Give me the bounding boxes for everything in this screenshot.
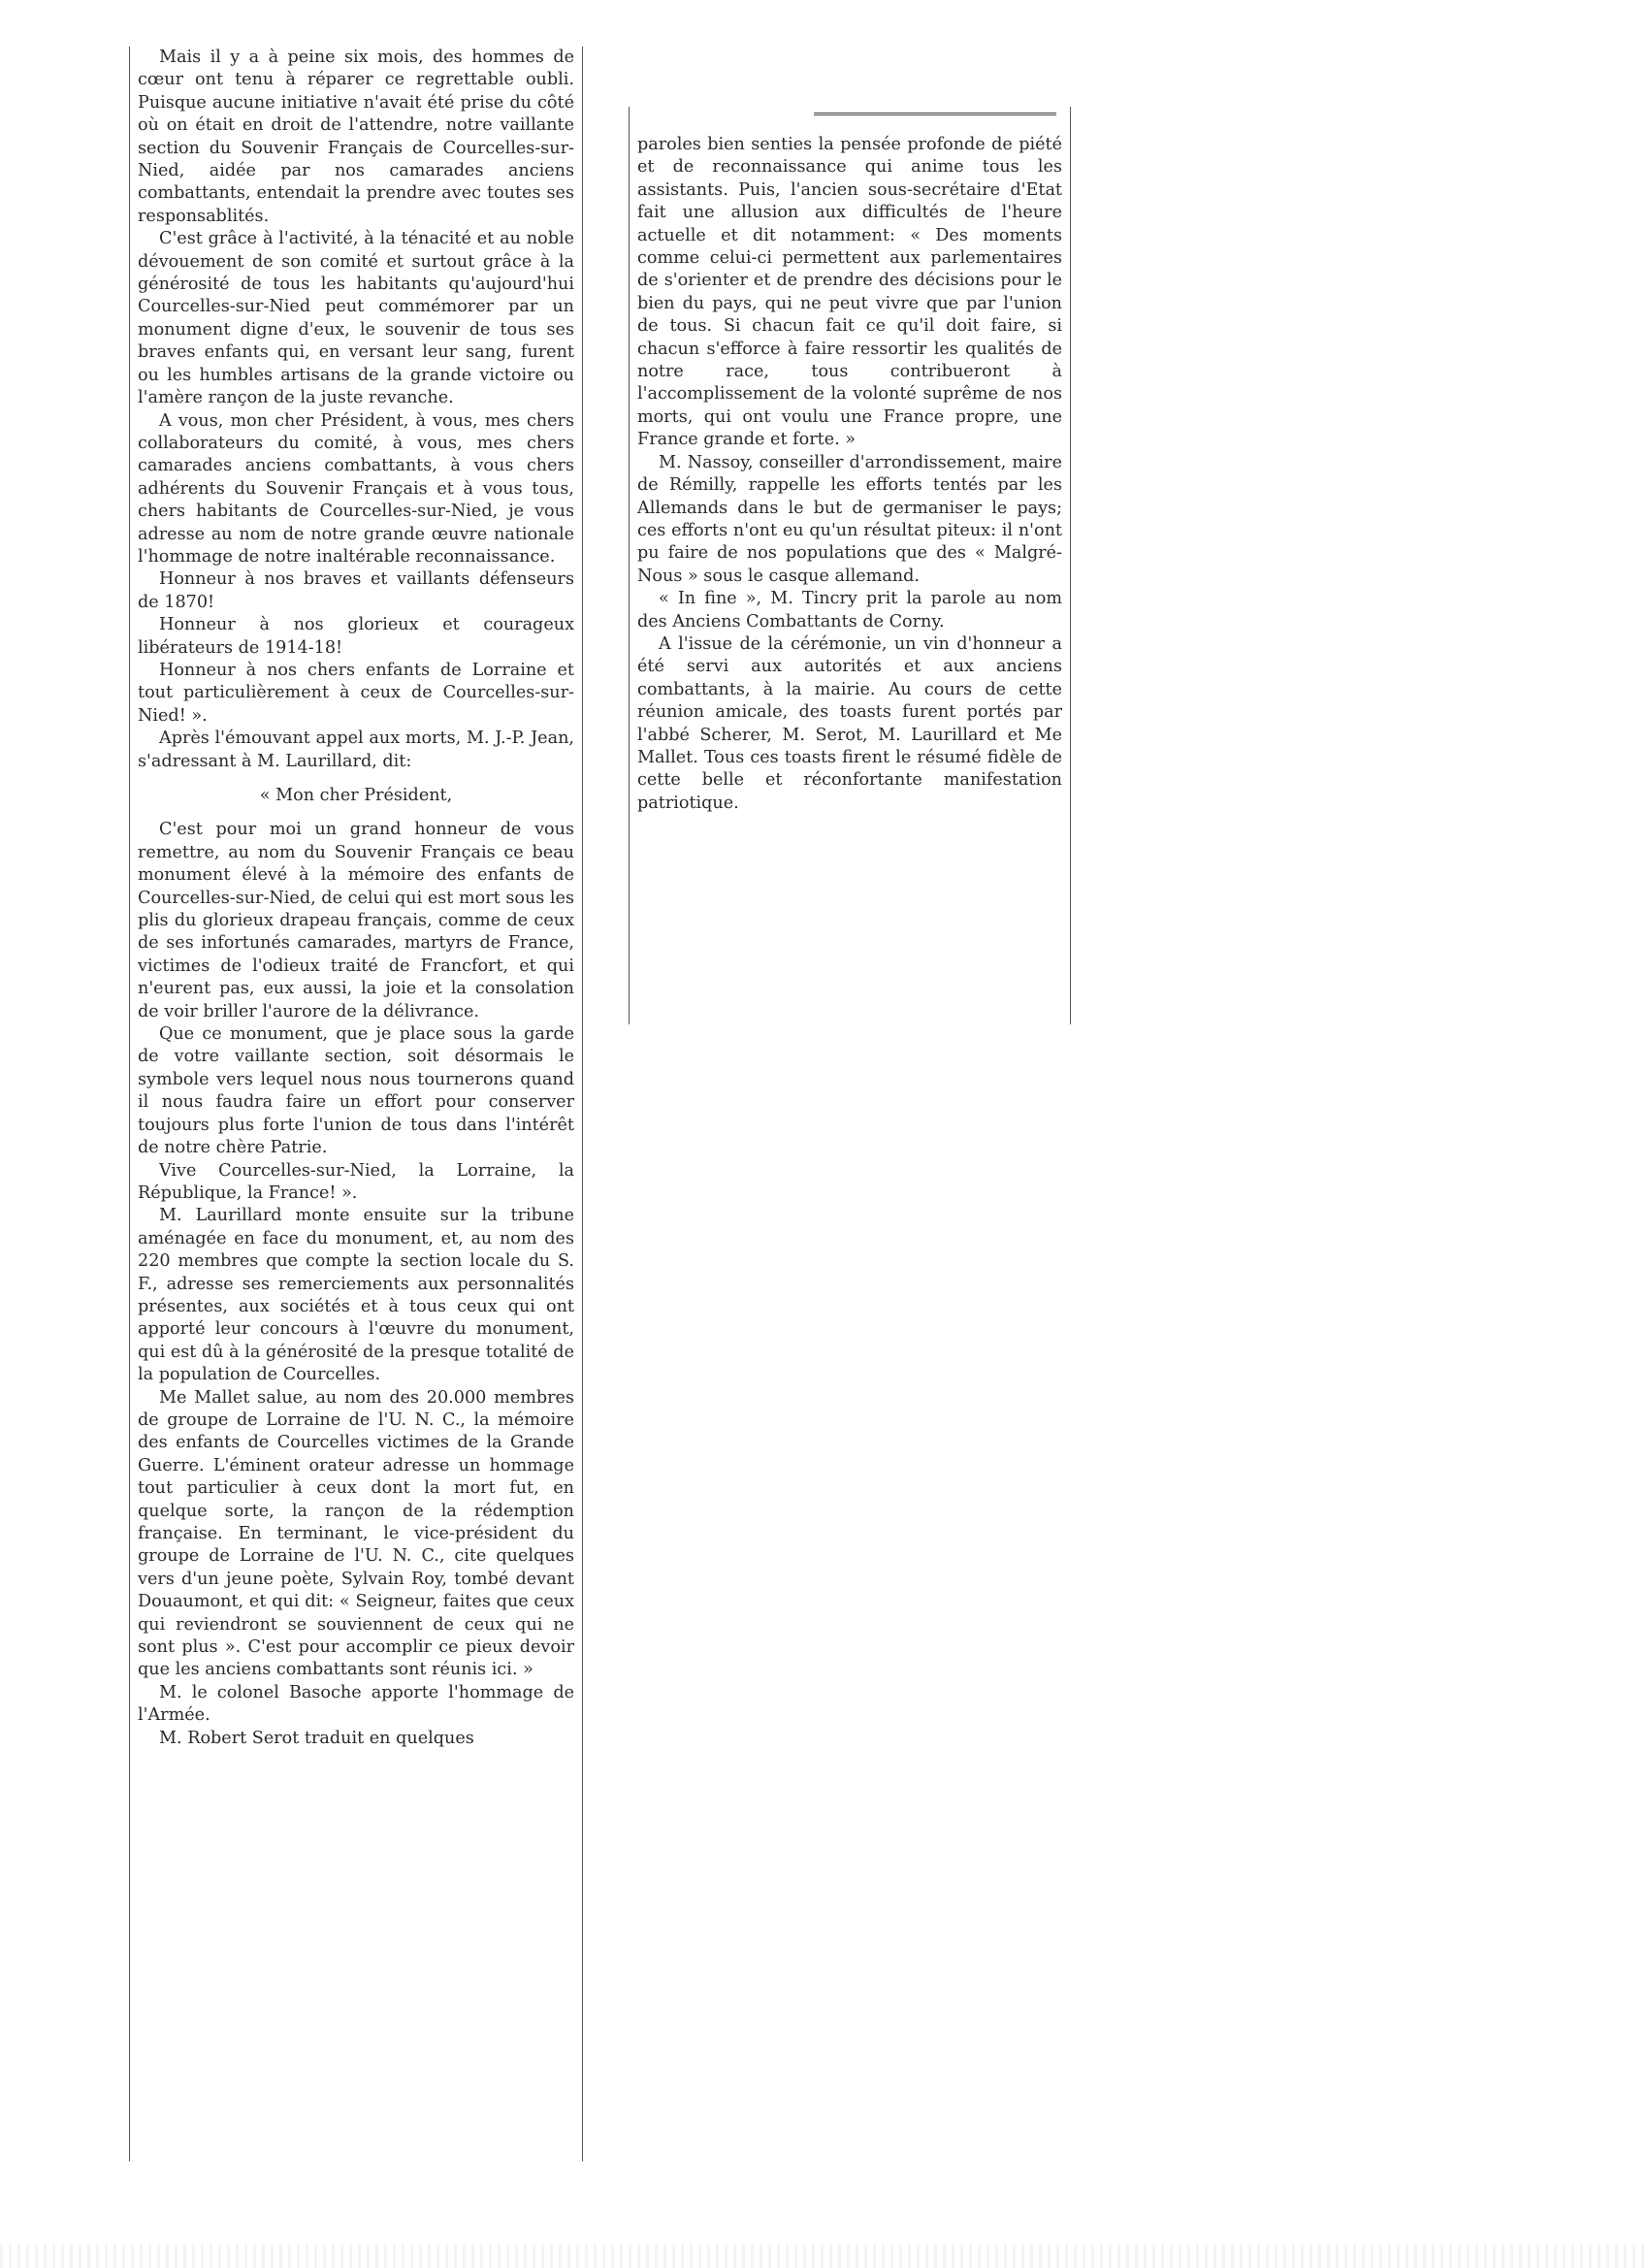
paragraph: M. Robert Serot traduit en quelques bbox=[159, 1728, 474, 1748]
paragraph: Honneur à nos braves et vaillants défenseurs de 1870! bbox=[138, 569, 574, 612]
scan-edge-noise bbox=[0, 2245, 1649, 2268]
paragraph: Mais il y a à peine six mois, des hommes de cœur ont tenu à réparer ce regrettable oubli. Puisque aucune initiative n'avait été prise du côté où on était en droit de l'attendre, notre vaillante section du Souvenir Français de Courcelles-sur-Nied, aidée par nos camarades anciens combattants, entendait la prendre avec toutes ses responsablités. bbox=[138, 48, 574, 226]
paragraph: A l'issue de la cérémonie, un vin d'honneur a été servi aux autorités et aux anciens combattants, à la mairie. Au cours de cette réunion amicale, des toasts furent portés par l'abbé Scherer, M. Serot, M. Laurillard et Me Mallet. Tous ces toasts firent le résumé fidèle de cette belle et réconfortante manifestation patriotique. bbox=[637, 633, 1062, 813]
paragraph: C'est grâce à l'activité, à la ténacité et au noble dévouement de son comité et surtout grâce à la générosité de tous les habitants qu'aujourd'hui Courcelles-sur-Nied peut commémorer par un monument digne d'eux, le souvenir de tous ses braves enfants qui, en versant leur sang, furent ou les humbles artisans de la grande victoire ou l'amère rançon de la juste revanche. bbox=[138, 229, 574, 408]
paragraph: M. le colonel Basoche apporte l'hommage de l'Armée. bbox=[138, 1682, 574, 1726]
article-column-left bbox=[129, 47, 583, 2161]
speech-salutation: « Mon cher Président, bbox=[259, 786, 453, 805]
paragraph: paroles bien senties la pensée profonde de piété et de reconnaissance qui anime tous les assistants. Puis, l'ancien sous-secrétaire d'Etat fait une allusion aux difficultés de l'heure actuelle et dit notamment: « Des moments comme celui-ci permettent aux parlementaires de s'orienter et de prendre des décisions pour le bien du pays, qui ne peut vivre que par l'union de tous. Si chacun fait ce qu'il doit faire, si chacun s'efforce à faire ressortir les qualités de notre race, tous contribueront à l'accomplissement de la volonté suprême de nos morts, qui ont voulu une France propre, une France grande et forte. » bbox=[637, 135, 1062, 450]
paragraph: Honneur à nos chers enfants de Lorraine et tout particulièrement à ceux de Courcelles-sur-Nied! ». bbox=[138, 660, 574, 726]
article-column-right bbox=[629, 107, 1071, 1024]
paragraph: M. Laurillard monte ensuite sur la tribune aménagée en face du monument, et, au nom des 220 membres que compte la section locale du S. F., adresse ses remerciements aux personnalités présentes, aux sociétés et à tous ceux qui ont apporté leur concours à l'œuvre du monument, qui est dû à la générosité de la presque totalité de la population de Courcelles. bbox=[138, 1206, 574, 1385]
paragraph: M. Nassoy, conseiller d'arrondissement, maire de Rémilly, rappelle les efforts tentés par les Allemands dans le but de germaniser le pays; ces efforts n'ont eu qu'un résultat piteux: il n'ont pu faire de nos populations que des « Malgré-Nous » sous le casque allemand. bbox=[637, 452, 1062, 586]
column-separator-rule bbox=[814, 113, 1056, 115]
paragraph: Que ce monument, que je place sous la garde de votre vaillante section, soit désormais le symbole vers lequel nous nous tournerons quand il nous faudra faire un effort pour conserver toujours plus forte l'union de tous dans l'intérêt de notre chère Patrie. bbox=[138, 1024, 574, 1158]
paragraph: Vive Courcelles-sur-Nied, la Lorraine, la République, la France! ». bbox=[138, 1160, 574, 1203]
paragraph: Après l'émouvant appel aux morts, M. J.-P. Jean, s'adressant à M. Laurillard, dit: bbox=[138, 729, 574, 771]
paragraph: C'est pour moi un grand honneur de vous remettre, au nom du Souvenir Français ce beau monument élevé à la mémoire des enfants de Courcelles-sur-Nied, de celui qui est mort sous les plis du glorieux drapeau français, comme de ceux de ses infortunés camarades, martyrs de France, victimes de l'odieux traité de Francfort, et qui n'eurent pas, eux aussi, la joie et la consolation de voir briller l'aurore de la délivrance. bbox=[138, 820, 574, 1021]
paragraph: Honneur à nos glorieux et courageux libérateurs de 1914-18! bbox=[138, 615, 574, 658]
paragraph: Me Mallet salue, au nom des 20.000 membres de groupe de Lorraine de l'U. N. C., la mémoire des enfants de Courcelles victimes de la Grande Guerre. L'éminent orateur adresse un hommage tout particulier à ceux dont la mort fut, en quelque sorte, la rançon de la rédemption française. En terminant, le vice-président du groupe de Lorraine de l'U. N. C., cite quelques vers d'un jeune poète, Sylvain Roy, tombé devant Douaumont, et qui dit: « Seigneur, faites que ceux qui reviendront se souviennent de ceux qui ne sont plus ». C'est pour accomplir ce pieux devoir que les anciens combattants sont réunis ici. » bbox=[138, 1387, 574, 1680]
paragraph: A vous, mon cher Président, à vous, mes chers collaborateurs du comité, à vous, mes chers camarades anciens combattants, à vous chers adhérents du Souvenir Français et à vous tous, chers habitants de Courcelles-sur-Nied, je vous adresse au nom de notre grande œuvre nationale l'hommage de notre inaltérable reconnaissance. bbox=[138, 410, 574, 567]
paragraph: « In fine », M. Tincry prit la parole au nom des Anciens Combattants de Corny. bbox=[637, 589, 1062, 632]
